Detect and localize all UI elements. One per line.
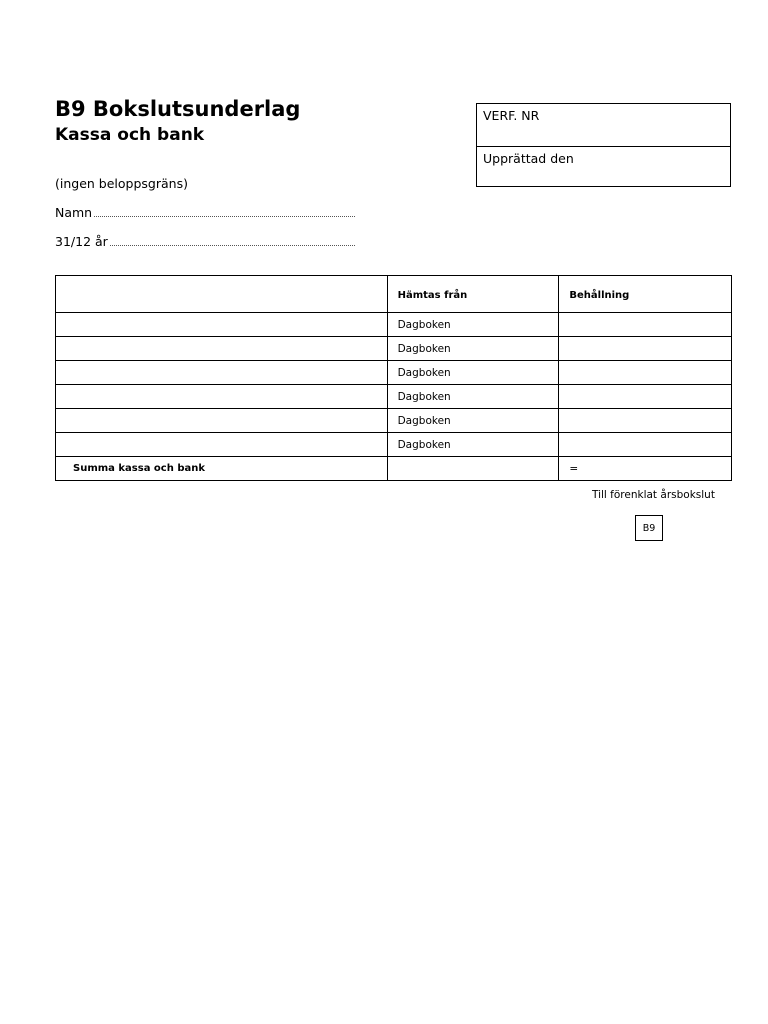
cash-bank-table <box>55 275 732 481</box>
page-subtitle: Kassa och bank <box>55 125 205 145</box>
row-description-cell[interactable] <box>56 337 388 361</box>
table-row <box>56 385 732 409</box>
name-field[interactable] <box>55 205 355 220</box>
row-balance-cell[interactable] <box>559 385 732 409</box>
header-description <box>56 276 388 313</box>
page-title: B9 Bokslutsunderlag <box>55 97 301 121</box>
verf-nr-label: VERF. NR <box>483 108 540 123</box>
upprattad-label: Upprättad den <box>483 151 574 166</box>
name-dotted-line[interactable] <box>94 205 355 217</box>
table-row <box>56 337 732 361</box>
name-label: Namn <box>55 205 93 220</box>
sum-label: Summa kassa och bank <box>56 457 388 481</box>
row-source-cell: Dagboken <box>387 313 559 337</box>
row-balance-cell[interactable] <box>559 361 732 385</box>
table-row <box>56 409 732 433</box>
sum-row <box>56 457 732 481</box>
row-description-cell[interactable] <box>56 433 388 457</box>
table-row <box>56 361 732 385</box>
row-description-cell[interactable] <box>56 385 388 409</box>
row-source-cell: Dagboken <box>387 361 559 385</box>
row-source-cell: Dagboken <box>387 409 559 433</box>
row-description-cell[interactable] <box>56 361 388 385</box>
row-balance-cell[interactable] <box>559 409 732 433</box>
header-balance: Behållning <box>559 276 732 313</box>
row-balance-cell[interactable] <box>559 433 732 457</box>
row-balance-cell[interactable] <box>559 337 732 361</box>
row-description-cell[interactable] <box>56 313 388 337</box>
date-dotted-line[interactable] <box>110 234 355 246</box>
verf-nr-field[interactable] <box>477 104 730 146</box>
row-source-cell: Dagboken <box>387 385 559 409</box>
row-description-cell[interactable] <box>56 409 388 433</box>
sum-source-cell <box>387 457 559 481</box>
row-source-cell: Dagboken <box>387 433 559 457</box>
header-source: Hämtas från <box>387 276 559 313</box>
table-header-row <box>56 276 732 313</box>
upprattad-field[interactable] <box>477 146 730 188</box>
row-balance-cell[interactable] <box>559 313 732 337</box>
table-row <box>56 313 732 337</box>
date-label: 31/12 år <box>55 234 108 249</box>
reference-box <box>476 103 731 187</box>
row-source-cell: Dagboken <box>387 337 559 361</box>
sum-balance-cell[interactable]: = <box>559 457 732 481</box>
table-row <box>56 433 732 457</box>
amount-limit-note: (ingen beloppsgräns) <box>55 176 188 191</box>
date-field[interactable] <box>55 234 355 249</box>
footer-note: Till förenklat årsbokslut <box>592 489 715 501</box>
reference-code-box: B9 <box>635 515 663 541</box>
